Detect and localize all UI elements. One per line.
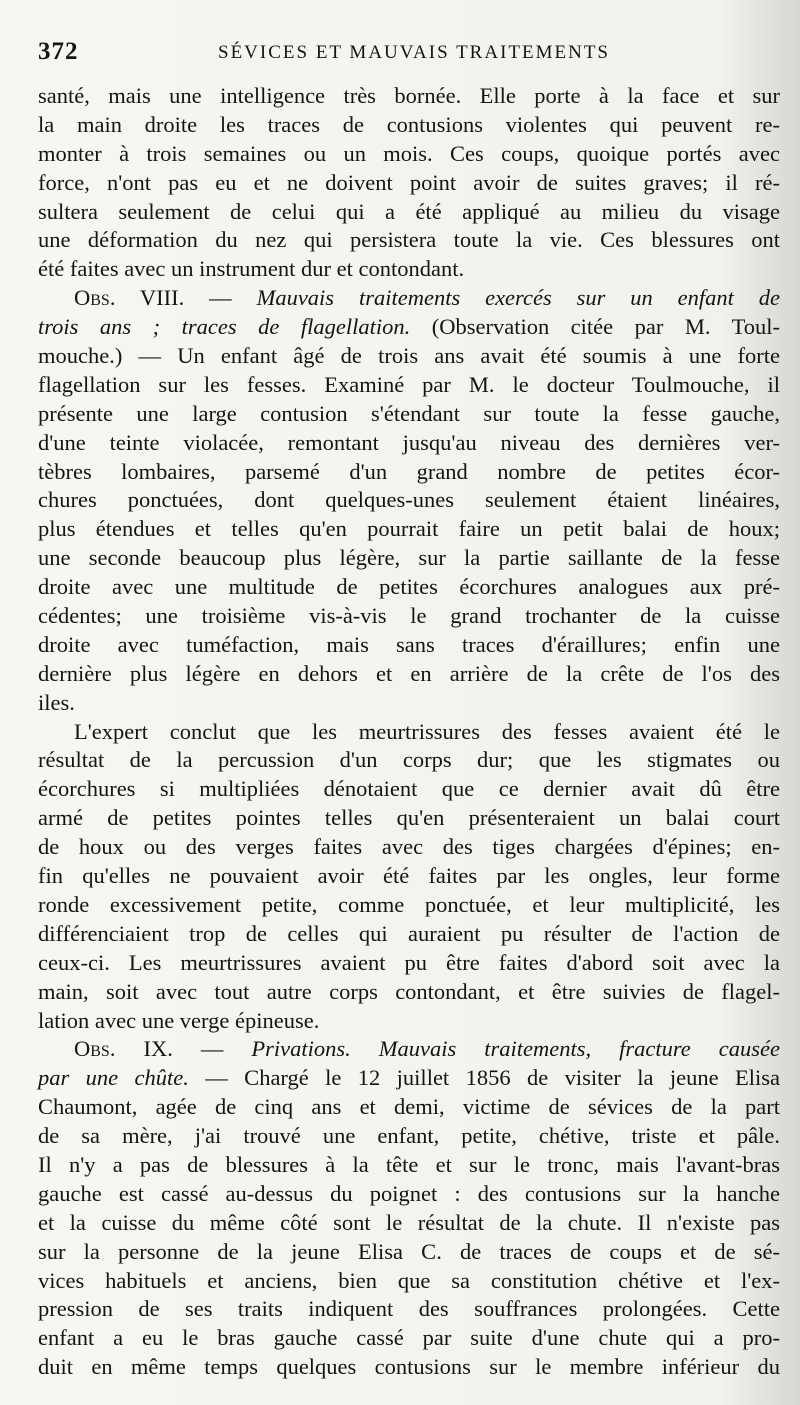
text-line: mouche.) — Un enfant âgé de trois ans avait été soumis à une forte <box>38 343 780 369</box>
text-line: monter à trois semaines ou un mois. Ces coups, quoique portés avec <box>38 140 780 166</box>
running-title: SÉVICES ET MAUVAIS TRAITEMENTS <box>218 42 610 63</box>
observation-9-text: — Chargé le 12 juillet 1856 de visiter la jeune Elisa <box>188 1065 780 1091</box>
text-line: Chaumont, agée de cinq ans et demi, victime de sévices de la part <box>38 1094 780 1120</box>
text-line: écorchures si multipliées dénotaient que ce dernier avait dû être <box>38 776 780 802</box>
text-line: ceux-ci. Les meurtrissures avaient pu être faites d'abord soit avec la <box>38 949 780 975</box>
observation-9-title-cont: par une chûte. <box>38 1065 189 1091</box>
text-line: lation avec une verge épineuse. <box>38 1007 320 1033</box>
text-line: ronde excessivement petite, comme ponctuée, et leur multiplicité, les <box>38 891 780 917</box>
text-line: d'une teinte violacée, remontant jusqu'au niveau des dernières ver- <box>38 429 780 455</box>
text-line: et la cuisse du même côté sont le résultat de la chute. Il n'existe pas <box>38 1209 780 1235</box>
text-line: L'expert conclut que les meurtrissures des fesses avaient été le <box>74 718 780 744</box>
text-line: été faites avec un instrument dur et contondant. <box>38 256 465 282</box>
text-line: cédentes; une troisième vis-à-vis le grand trochanter de la cuisse <box>38 603 780 629</box>
text-line: Il n'y a pas de blessures à la tête et sur le tronc, mais l'avant-bras <box>38 1151 780 1177</box>
text-line: iles. <box>38 689 75 715</box>
observation-9-heading <box>38 1035 780 1064</box>
observation-9-heading-cont <box>38 1064 780 1093</box>
text-line: enfant a eu le bras gauche cassé par suite d'une chute qui a pro- <box>38 1325 780 1351</box>
text-line: force, n'ont pas eu et ne doivent point avoir de suites graves; il ré- <box>38 169 780 195</box>
text-line: flagellation sur les fesses. Examiné par M. le docteur Toulmouche, il <box>38 371 780 397</box>
observation-9-title: Privations. Mauvais traitements, fracture causée <box>251 1036 781 1062</box>
text-line: présente une large contusion s'étendant sur toute la fesse gauche, <box>38 400 780 426</box>
text-line: chures ponctuées, dont quelques-unes seulement étaient linéaires, <box>38 487 780 513</box>
text-line: de houx ou des verges faites avec des tiges chargées d'épines; en- <box>38 834 780 860</box>
observation-8-heading-cont <box>38 313 780 342</box>
text-line: résultat de la percussion d'un corps dur; que les stigmates ou <box>38 747 780 773</box>
observation-8-title: Mauvais traitements exercés sur un enfant de <box>256 285 781 311</box>
text-line: sur la personne de la jeune Elisa C. de traces de coups et de sé- <box>38 1238 780 1264</box>
text-line: droite avec tuméfaction, mais sans traces d'éraillures; enfin une <box>38 631 780 657</box>
text-line: de sa mère, j'ai trouvé une enfant, petite, chétive, triste et pâle. <box>38 1123 780 1149</box>
text-line: santé, mais une intelligence très bornée. Elle porte à la face et sur <box>38 83 780 108</box>
text-line: la main droite les traces de contusions violentes qui peuvent re- <box>38 111 780 137</box>
text-line: dernière plus légère en dehors et en arrière de la crête de l'os des <box>38 660 780 686</box>
text-line: duit en même temps quelques contusions sur le membre inférieur du <box>38 1354 780 1380</box>
text-line: une déformation du nez qui persistera toute la vie. Ces blessures ont <box>38 227 780 253</box>
text-line: tèbres lombaires, parsemé d'un grand nombre de petites écor- <box>38 458 780 484</box>
text-line: gauche est cassé au-dessus du poignet : des contusions sur la hanche <box>38 1180 780 1206</box>
observation-8-label: Obs. VIII. — <box>74 285 257 311</box>
text-line: différenciaient trop de celles qui auraient pu résulter de l'action de <box>38 920 780 946</box>
text-line: plus étendues et telles qu'en pourrait faire un petit balai de houx; <box>38 516 780 542</box>
observation-8-heading <box>38 284 780 313</box>
text-line: main, soit avec tout autre corps contondant, et être suivies de flagel- <box>38 978 780 1004</box>
page-header <box>38 38 778 72</box>
text-line: une seconde beaucoup plus légère, sur la partie saillante de la fesse <box>38 545 780 571</box>
observation-9-label: Obs. IX. — <box>74 1036 252 1062</box>
text-line: vices habituels et anciens, bien que sa constitution chétive et l'ex- <box>38 1267 780 1293</box>
text-line: fin qu'elles ne pouvaient avoir été faites par les ongles, leur forme <box>38 863 780 889</box>
observation-8-source: (Observation citée par M. Toul- <box>410 314 780 340</box>
text-line: sultera seulement de celui qui a été appliqué au milieu du visage <box>38 198 780 224</box>
text-line: armé de petites pointes telles qu'en présenteraient un balai court <box>38 805 780 831</box>
page-body <box>38 82 780 1382</box>
page-number: 372 <box>38 38 79 65</box>
text-line: droite avec une multitude de petites écorchures analogues aux pré- <box>38 574 780 600</box>
text-line: pression de ses traits indiquent des souffrances prolongées. Cette <box>38 1296 780 1322</box>
observation-8-title-cont: trois ans ; traces de flagellation. <box>38 314 411 340</box>
